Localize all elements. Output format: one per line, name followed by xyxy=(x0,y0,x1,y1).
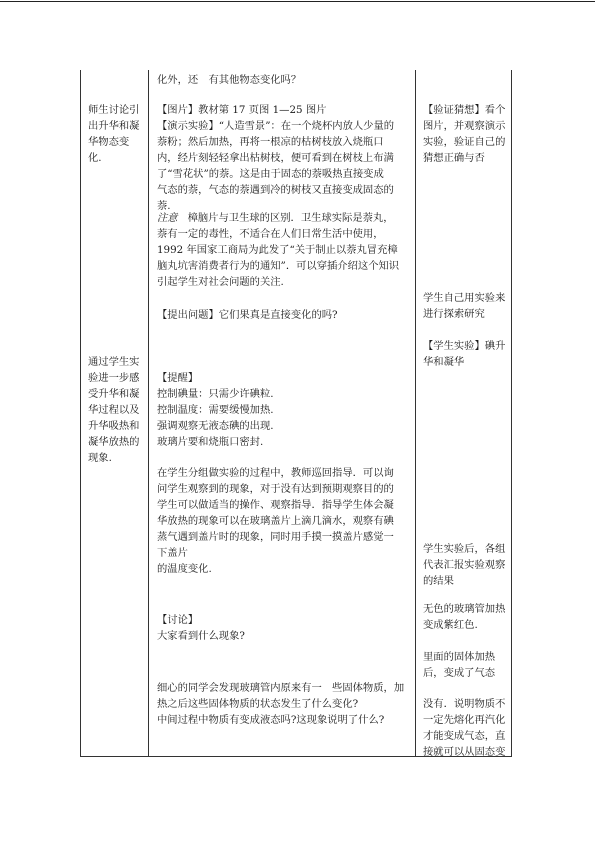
reminder-section xyxy=(157,370,274,450)
column-divider-left xyxy=(148,70,149,757)
text-line: 萘有一定的毒性，不适合在人们日常生活中使用， xyxy=(157,228,384,240)
note-section xyxy=(157,210,400,288)
text-line: 的温度变化. xyxy=(157,563,212,575)
text-line: 华放热的现象可以在玻璃盖片上滴几滴水，观察有碘 xyxy=(157,515,394,527)
text-line: 中间过程中物质有变成液态吗?这现象说明了什么? xyxy=(157,714,385,726)
text-line: 玻璃片要和烧瓶口密封. xyxy=(157,436,264,448)
text-line: 现象. xyxy=(88,452,112,464)
question-section xyxy=(157,307,338,323)
text-line: 学生可以做适当的操作、观察指导．指导学生体会凝 xyxy=(157,499,394,511)
conclusion-section xyxy=(423,696,505,760)
text-line: 化. xyxy=(88,152,102,164)
text-line: 大家看到什么现象? xyxy=(157,630,245,642)
left-discussion-intent xyxy=(88,102,139,166)
text-line: 一定先熔化再汽化 xyxy=(423,714,506,726)
text-line: 引起学生对社会问题的关注. xyxy=(157,276,284,288)
text-line: 验进一步感 xyxy=(88,372,140,384)
note-rest xyxy=(157,226,400,288)
text-line: 学生自己用实验来 xyxy=(423,292,506,304)
text-line: 了“雪花状”的萘。这是由于固态的萘吸热直接变成 xyxy=(157,168,384,180)
text-line: 学生实验后，各组 xyxy=(423,543,506,555)
note-first-line xyxy=(157,210,399,226)
text-line: 猜想正确与否 xyxy=(423,152,485,164)
student-experiment-section xyxy=(423,338,505,370)
text-line: 接就可以从固态变 xyxy=(423,746,506,758)
color-change-section xyxy=(423,601,505,633)
text-line: 萘粉；然后加热，再将一根凉的枯树枝放入烧瓶口 xyxy=(157,136,384,148)
note-label: 注意 xyxy=(157,212,178,224)
text-line: 无色的玻璃管加热 xyxy=(423,603,506,615)
report-section xyxy=(423,541,505,589)
text-line: 进行探索研究 xyxy=(423,308,485,320)
text-line: 华物态变 xyxy=(88,136,130,148)
text-line: 凝华放热的 xyxy=(88,436,140,448)
text-line: 通过学生实 xyxy=(88,356,140,368)
text-line: 师生讨论引 xyxy=(88,104,140,116)
text-line: 【演示实验】“人造雪景”：在一个烧杯内放人少量的 xyxy=(157,120,395,132)
column-divider-right xyxy=(415,70,416,757)
text-line: 【验证猜想】看个 xyxy=(423,104,506,116)
discussion-section xyxy=(157,612,245,644)
solid-change-section xyxy=(423,649,495,681)
text-line: 里面的固体加热 xyxy=(423,651,496,663)
text-line: 化外，还 有其他物态变化吗？ xyxy=(157,74,302,86)
text-line: 受升华和凝 xyxy=(88,388,140,400)
text-line: 强调观察无液态碘的出现. xyxy=(157,420,274,432)
text-line: 【讨论】 xyxy=(157,614,199,626)
text-line: 没有．说明物质不 xyxy=(423,698,506,710)
text-line: 在学生分组做实验的过程中，教师巡回指导．可以询 xyxy=(157,467,394,479)
text-line: 蒸气遇到盖片时的现象，同时用手摸一摸盖片感觉一 xyxy=(157,531,394,543)
text-line: 萘. xyxy=(157,200,171,212)
text-line: 升华吸热和 xyxy=(88,420,140,432)
text-line: 后，变成了气态 xyxy=(423,667,496,679)
left-experiment-intent xyxy=(88,354,139,466)
text-line: 华过程以及 xyxy=(88,404,140,416)
explore-section xyxy=(423,290,505,322)
text-line: 出升华和凝 xyxy=(88,120,140,132)
text-line: 才能变成气态，直 xyxy=(423,730,506,742)
note-first-text: 樟脑片与卫生球的区别．卫生球实际是萘丸， xyxy=(187,212,394,224)
guidance-section xyxy=(157,465,394,577)
text-line: 问学生观察到的现象，对于没有达到预期观察目的的 xyxy=(157,483,394,495)
text-line: 【提醒】 xyxy=(157,372,199,384)
text-line: 气态的萘，气态的萘遇到冷的树枝又直接变成固态的 xyxy=(157,184,394,196)
header-rule xyxy=(0,1,595,2)
text-line: 【提出问题】它们果真是直接变化的吗? xyxy=(157,309,338,321)
text-line: 下盖片 xyxy=(157,547,188,559)
text-line: 【图片】教材第 17 页图 1—25 图片 xyxy=(157,104,327,116)
verify-guess-section xyxy=(423,102,505,166)
text-line: 控制温度：需要缓慢加热. xyxy=(157,404,274,416)
observation-section xyxy=(157,680,404,728)
text-line: 细心的同学会发现玻璃管内原来有一 些固体物质，加 xyxy=(157,682,405,694)
text-line: 1992 年国家工商局为此发了“关于制止以萘丸冒充樟 xyxy=(157,244,398,256)
text-line: 的结果 xyxy=(423,575,454,587)
text-line: 图片，并观察演示 xyxy=(423,120,506,132)
text-line: 内，经片刻轻轻拿出枯树枝，便可看到在树枝上布满 xyxy=(157,152,394,164)
text-line: 控制碘量：只需少许碘粒. xyxy=(157,388,274,400)
text-line: 实验，验证自己的 xyxy=(423,136,506,148)
text-line: 热之后这些固体物质的状态发生了什么变化? xyxy=(157,698,359,710)
text-line: 脑丸坑害消费者行为的通知”．可以穿插介绍这个知识 xyxy=(157,260,400,272)
text-line: 华和凝华 xyxy=(423,356,465,368)
text-line: 代表汇报实验观察 xyxy=(423,559,506,571)
demo-experiment-section xyxy=(157,102,394,214)
text-line: 【学生实验】碘升 xyxy=(423,340,506,352)
middle-top-line xyxy=(157,72,301,88)
text-line: 变成紫红色. xyxy=(423,619,478,631)
